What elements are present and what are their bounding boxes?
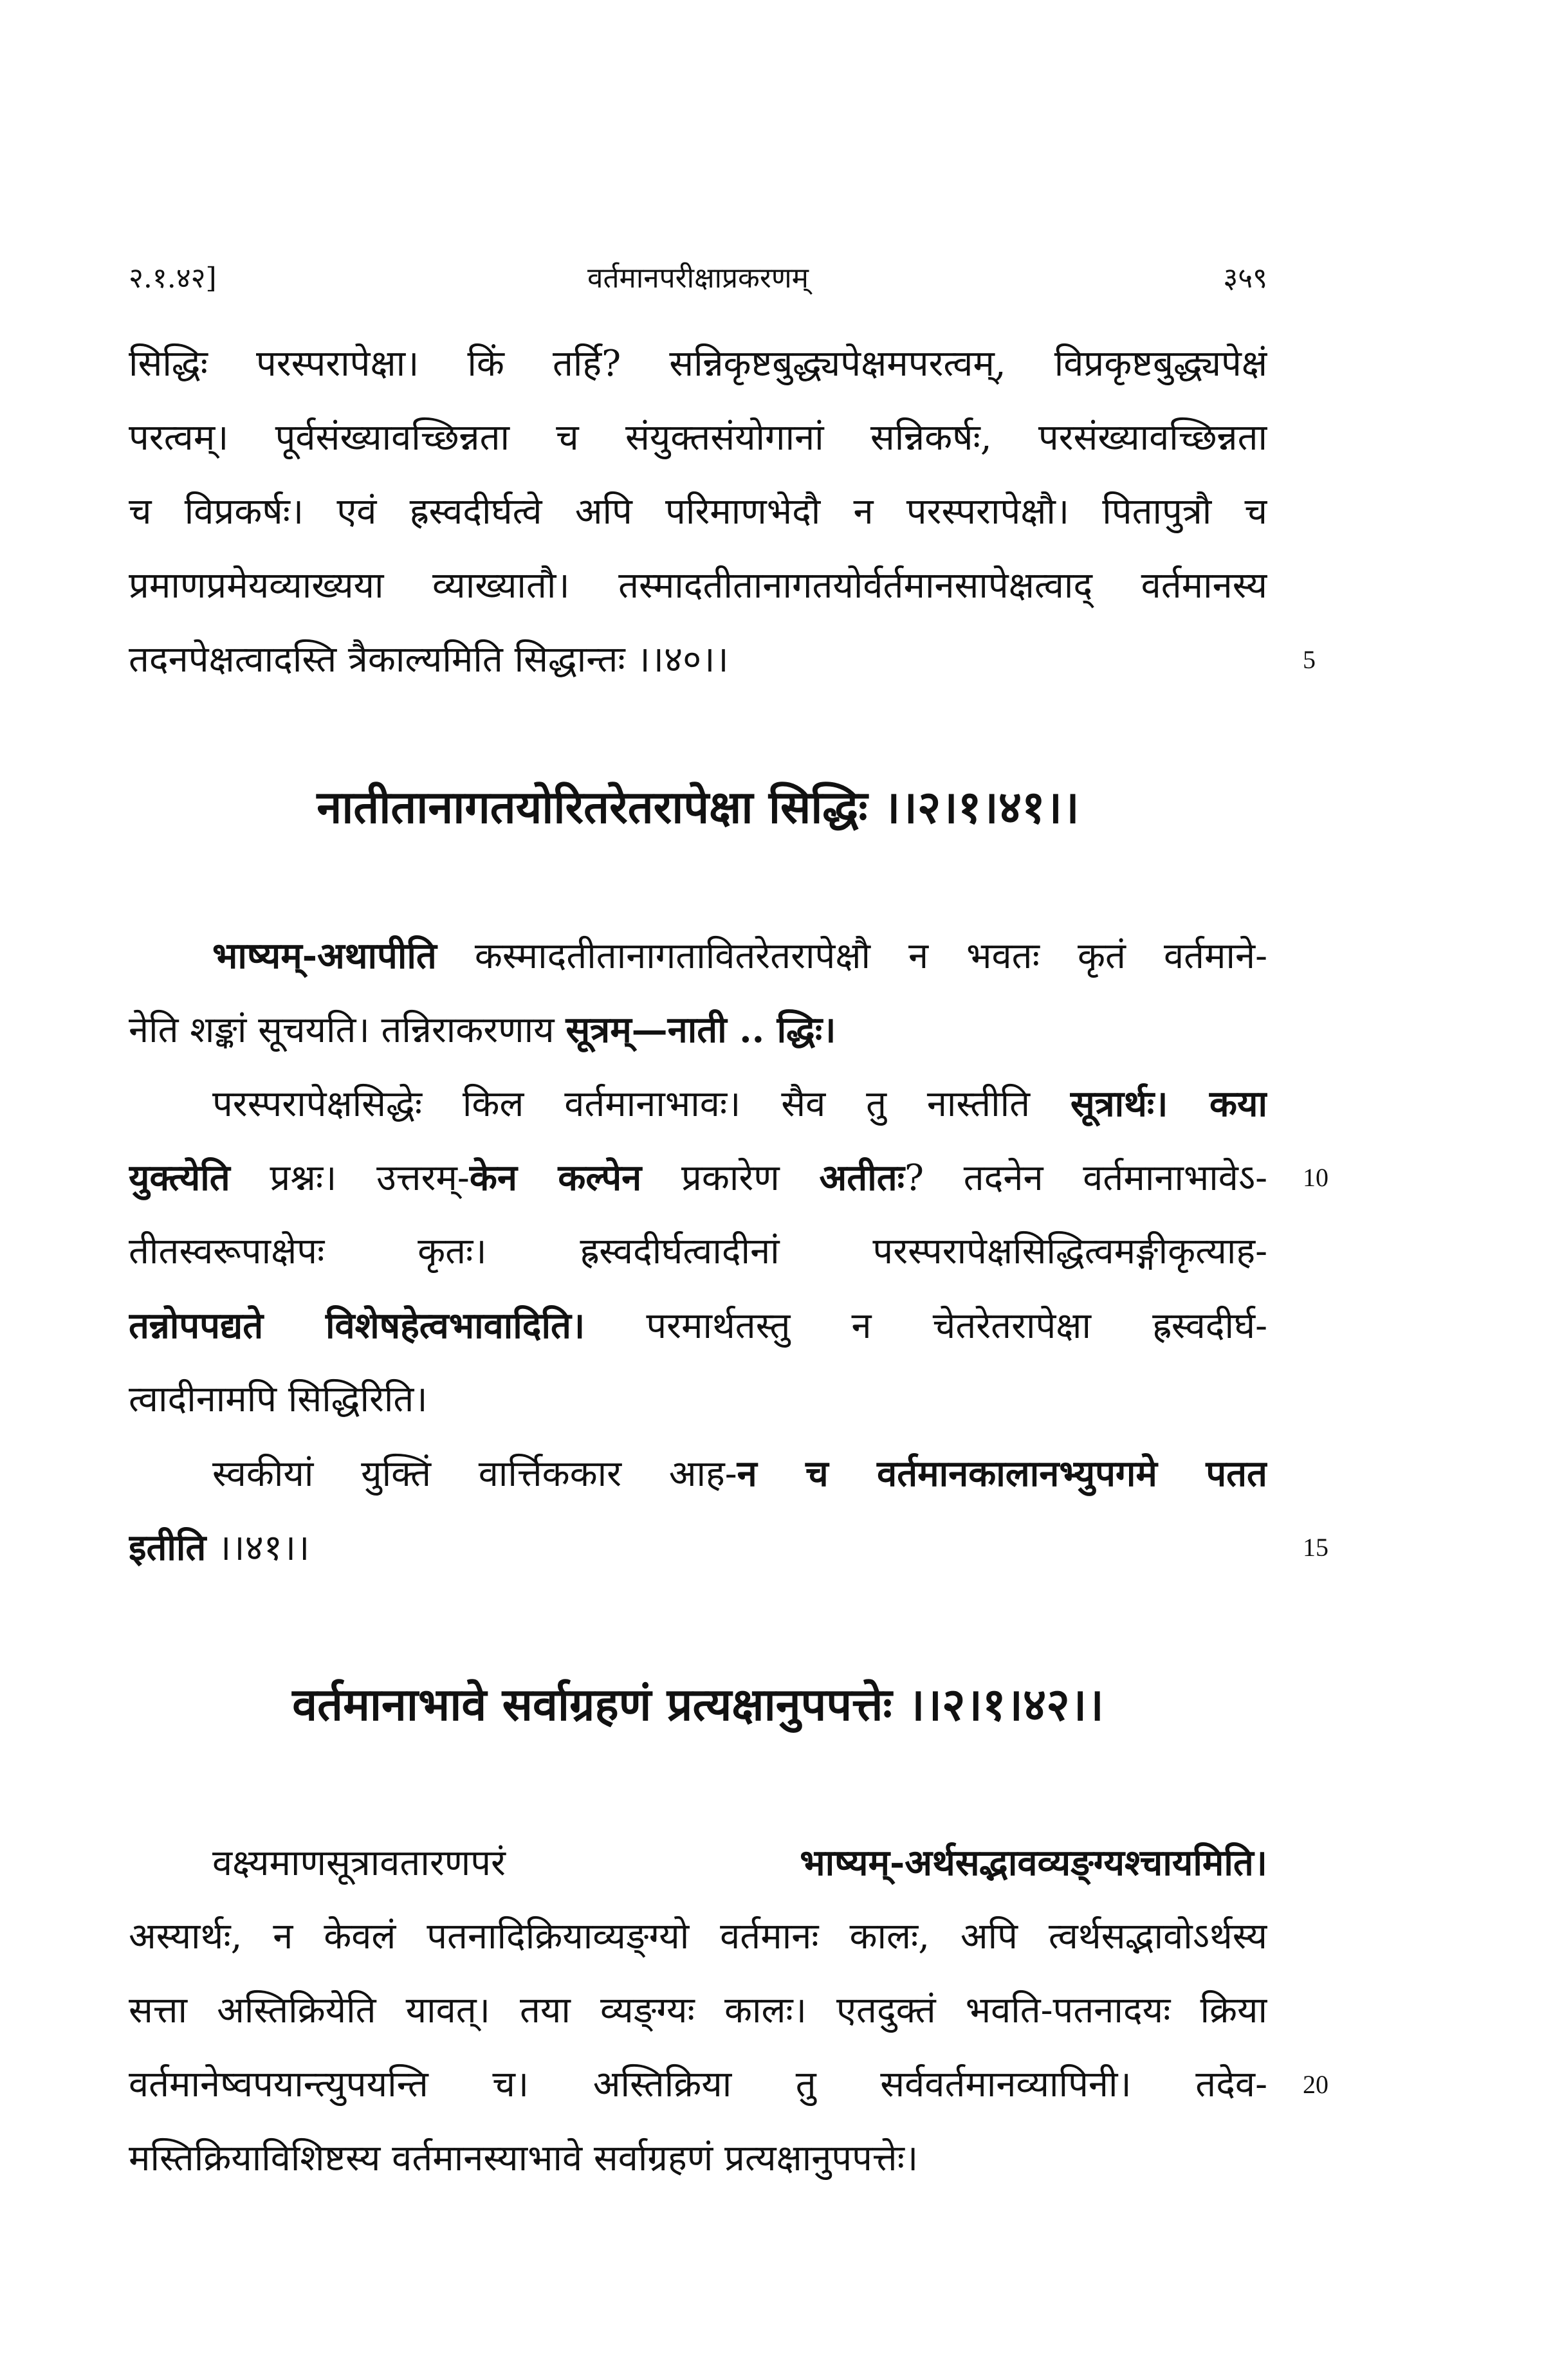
text-line: भाष्यम्-अथापीति कस्मादतीतानागतावितरेतरापेक्षौ न भवतः कृतं वर्तमाने- [212, 935, 1267, 977]
sutra-heading: नातीतानागतयोरितरेतरापेक्षा सिद्धिः ।।२।१।४१।। [317, 780, 1080, 834]
text-line: तन्नोपपद्यते विशेषहेत्वभावादिति। परमार्थतस्तु न चेतरेतरापेक्षा ह्रस्वदीर्घ- [129, 1304, 1267, 1347]
header-section-ref: २.१.४२] [129, 262, 217, 295]
line-number: 5 [1303, 645, 1316, 674]
running-header [129, 256, 1267, 301]
text-line: तीतस्वरूपाक्षेपः कृतः। ह्रस्वदीर्घत्वादीनां परस्परापेक्षसिद्धित्वमङ्गीकृत्याह- [129, 1231, 1267, 1272]
bhashya-label: भाष्यम्-अथापीति [212, 935, 437, 977]
header-chapter-title: वर्तमानपरीक्षाप्रकरणम् [587, 262, 809, 295]
sutra-heading: वर्तमानाभावे सर्वाग्रहणं प्रत्यक्षानुपपत्तेः ।।२।१।४२।। [292, 1678, 1104, 1731]
line-number: 15 [1303, 1533, 1328, 1562]
text-line: अस्यार्थः, न केवलं पतनादिक्रियाव्यङ्ग्यो वर्तमानः कालः, अपि त्वर्थसद्भावोऽर्थस्य [129, 1916, 1267, 1957]
text-line: त्वादीनामपि सिद्धिरिति। [129, 1378, 428, 1420]
text-line: सत्ता अस्तिक्रियेति यावत्। तया व्यङ्ग्यः कालः। एतदुक्तं भवति-पतनादयः क्रिया [129, 1990, 1267, 2031]
text-line: परत्वम्। पूर्वसंख्यावच्छिन्नता च संयुक्तसंयोगानां सन्निकर्षः, परसंख्यावच्छिन्नता [129, 417, 1267, 459]
header-page-number: ३५९ [1223, 262, 1267, 295]
text-line: सिद्धिः परस्परापेक्षा। किं तर्हि? सन्निकृष्टबुद्ध्यपेक्षमपरत्वम्, विप्रकृष्टबुद्ध्यपेक्षं [129, 343, 1267, 385]
text-line: तदनपेक्षत्वादस्ति त्रैकाल्यमिति सिद्धान्तः ।।४०।। [129, 639, 729, 681]
text-line: युक्त्येति प्रश्नः। उत्तरम्-केन कल्पेन प्रकारेण अतीतः? तदनेन वर्तमानाभावेऽ- [129, 1157, 1267, 1199]
line-number: 10 [1303, 1163, 1328, 1192]
text-line: इतीति ।।४१।। [129, 1526, 310, 1569]
text-line: परस्परापेक्षसिद्धेः किल वर्तमानाभावः। सैव तु नास्तीति सूत्रार्थः। कया [212, 1083, 1267, 1125]
text-line: स्वकीयां युक्तिं वार्त्तिककार आह-न च वर्तमानकालानभ्युपगमे पतत [212, 1452, 1267, 1495]
text-line: मस्तिक्रियाविशिष्टस्य वर्तमानस्याभावे सर्वाग्रहणं प्रत्यक्षानुपपत्तेः। [129, 2137, 919, 2179]
text-line: प्रमाणप्रमेयव्याख्यया व्याख्यातौ। तस्मादतीतानागतयोर्वर्तमानसापेक्षत्वाद् वर्तमानस्य [129, 565, 1267, 607]
line-number: 20 [1303, 2070, 1328, 2099]
text-line: वर्तमानेष्वपयान्त्युपयन्ति च। अस्तिक्रिया तु सर्ववर्तमानव्यापिनी। तदेव- [129, 2064, 1267, 2105]
text-line: च विप्रकर्षः। एवं ह्रस्वदीर्घत्वे अपि परिमाणभेदौ न परस्परापेक्षौ। पितापुत्रौ च [129, 491, 1267, 533]
bhashya-label: भाष्यम्-अर्थसद्भावव्यङ्ग्यश्चायमिति। [800, 1842, 1267, 1884]
text-line: वक्ष्यमाणसूत्रावतारणपरं भाष्यम्-अर्थसद्भावव्यङ्ग्यश्चायमिति। [212, 1842, 1267, 1884]
text-line: नेति शङ्कां सूचयति। तन्निराकरणाय सूत्रम्—नाती .. द्धिः। [129, 1009, 836, 1051]
sutra-citation: सूत्रम्—नाती .. द्धिः। [565, 1009, 836, 1051]
